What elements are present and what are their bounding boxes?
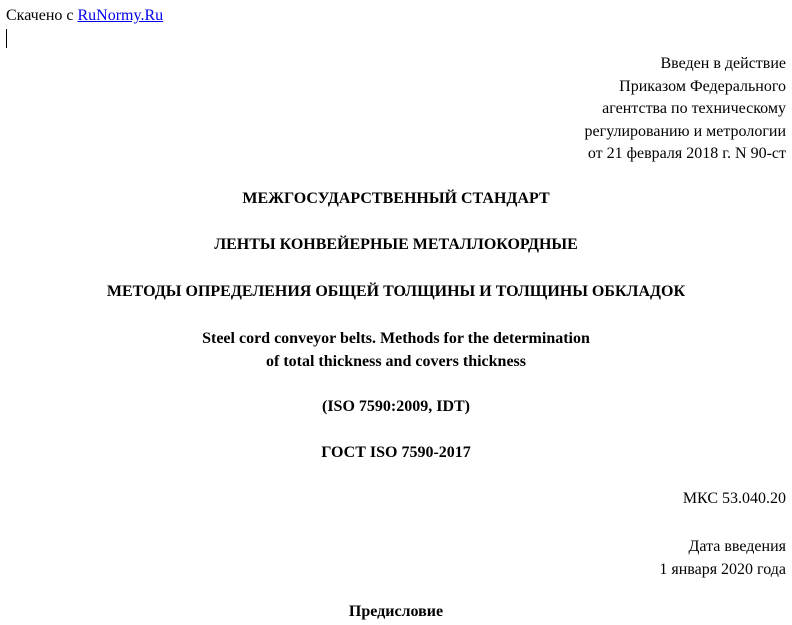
introduced-by-block — [585, 53, 786, 166]
effective-date-value: 1 января 2020 года — [659, 561, 786, 578]
source-prefix: Скачено с — [6, 7, 74, 24]
title-sub: МЕТОДЫ ОПРЕДЕЛЕНИЯ ОБЩЕЙ ТОЛЩИНЫ И ТОЛЩИНЫ ОБКЛАДОК — [106, 283, 686, 300]
source-line — [6, 6, 163, 26]
effective-date-block — [659, 535, 786, 581]
effective-date-label: Дата введения — [688, 538, 786, 555]
title-english-line-1: Steel cord conveyor belts. Methods for the determination — [202, 330, 590, 347]
introduced-by-line-1: Введен в действие — [660, 55, 786, 72]
introduced-by-line-3: агентства по техническому — [602, 100, 786, 117]
introduced-by-line-2: Приказом Федерального — [619, 77, 786, 95]
title-english — [0, 327, 792, 373]
title-main: ЛЕНТЫ КОНВЕЙЕРНЫЕ МЕТАЛЛОКОРДНЫЕ — [214, 236, 578, 253]
introduced-by-line-4: регулированию и метрологии — [584, 122, 786, 140]
standard-type-heading: МЕЖГОСУДАРСТВЕННЫЙ СТАНДАРТ — [242, 190, 550, 207]
introduced-by-line-5: от 21 февраля 2018 г. N 90-ст — [587, 145, 786, 162]
foreword-heading: Предисловие — [348, 603, 444, 620]
title-english-line-2: of total thickness and covers thickness — [265, 353, 526, 370]
source-link[interactable]: RuNormy.Ru — [77, 7, 164, 24]
text-cursor — [6, 29, 7, 48]
mks-code: МКС 53.040.20 — [682, 490, 786, 507]
gost-number: ГОСТ ISO 7590-2017 — [321, 444, 471, 461]
iso-reference: (ISO 7590:2009, IDT) — [321, 398, 470, 415]
